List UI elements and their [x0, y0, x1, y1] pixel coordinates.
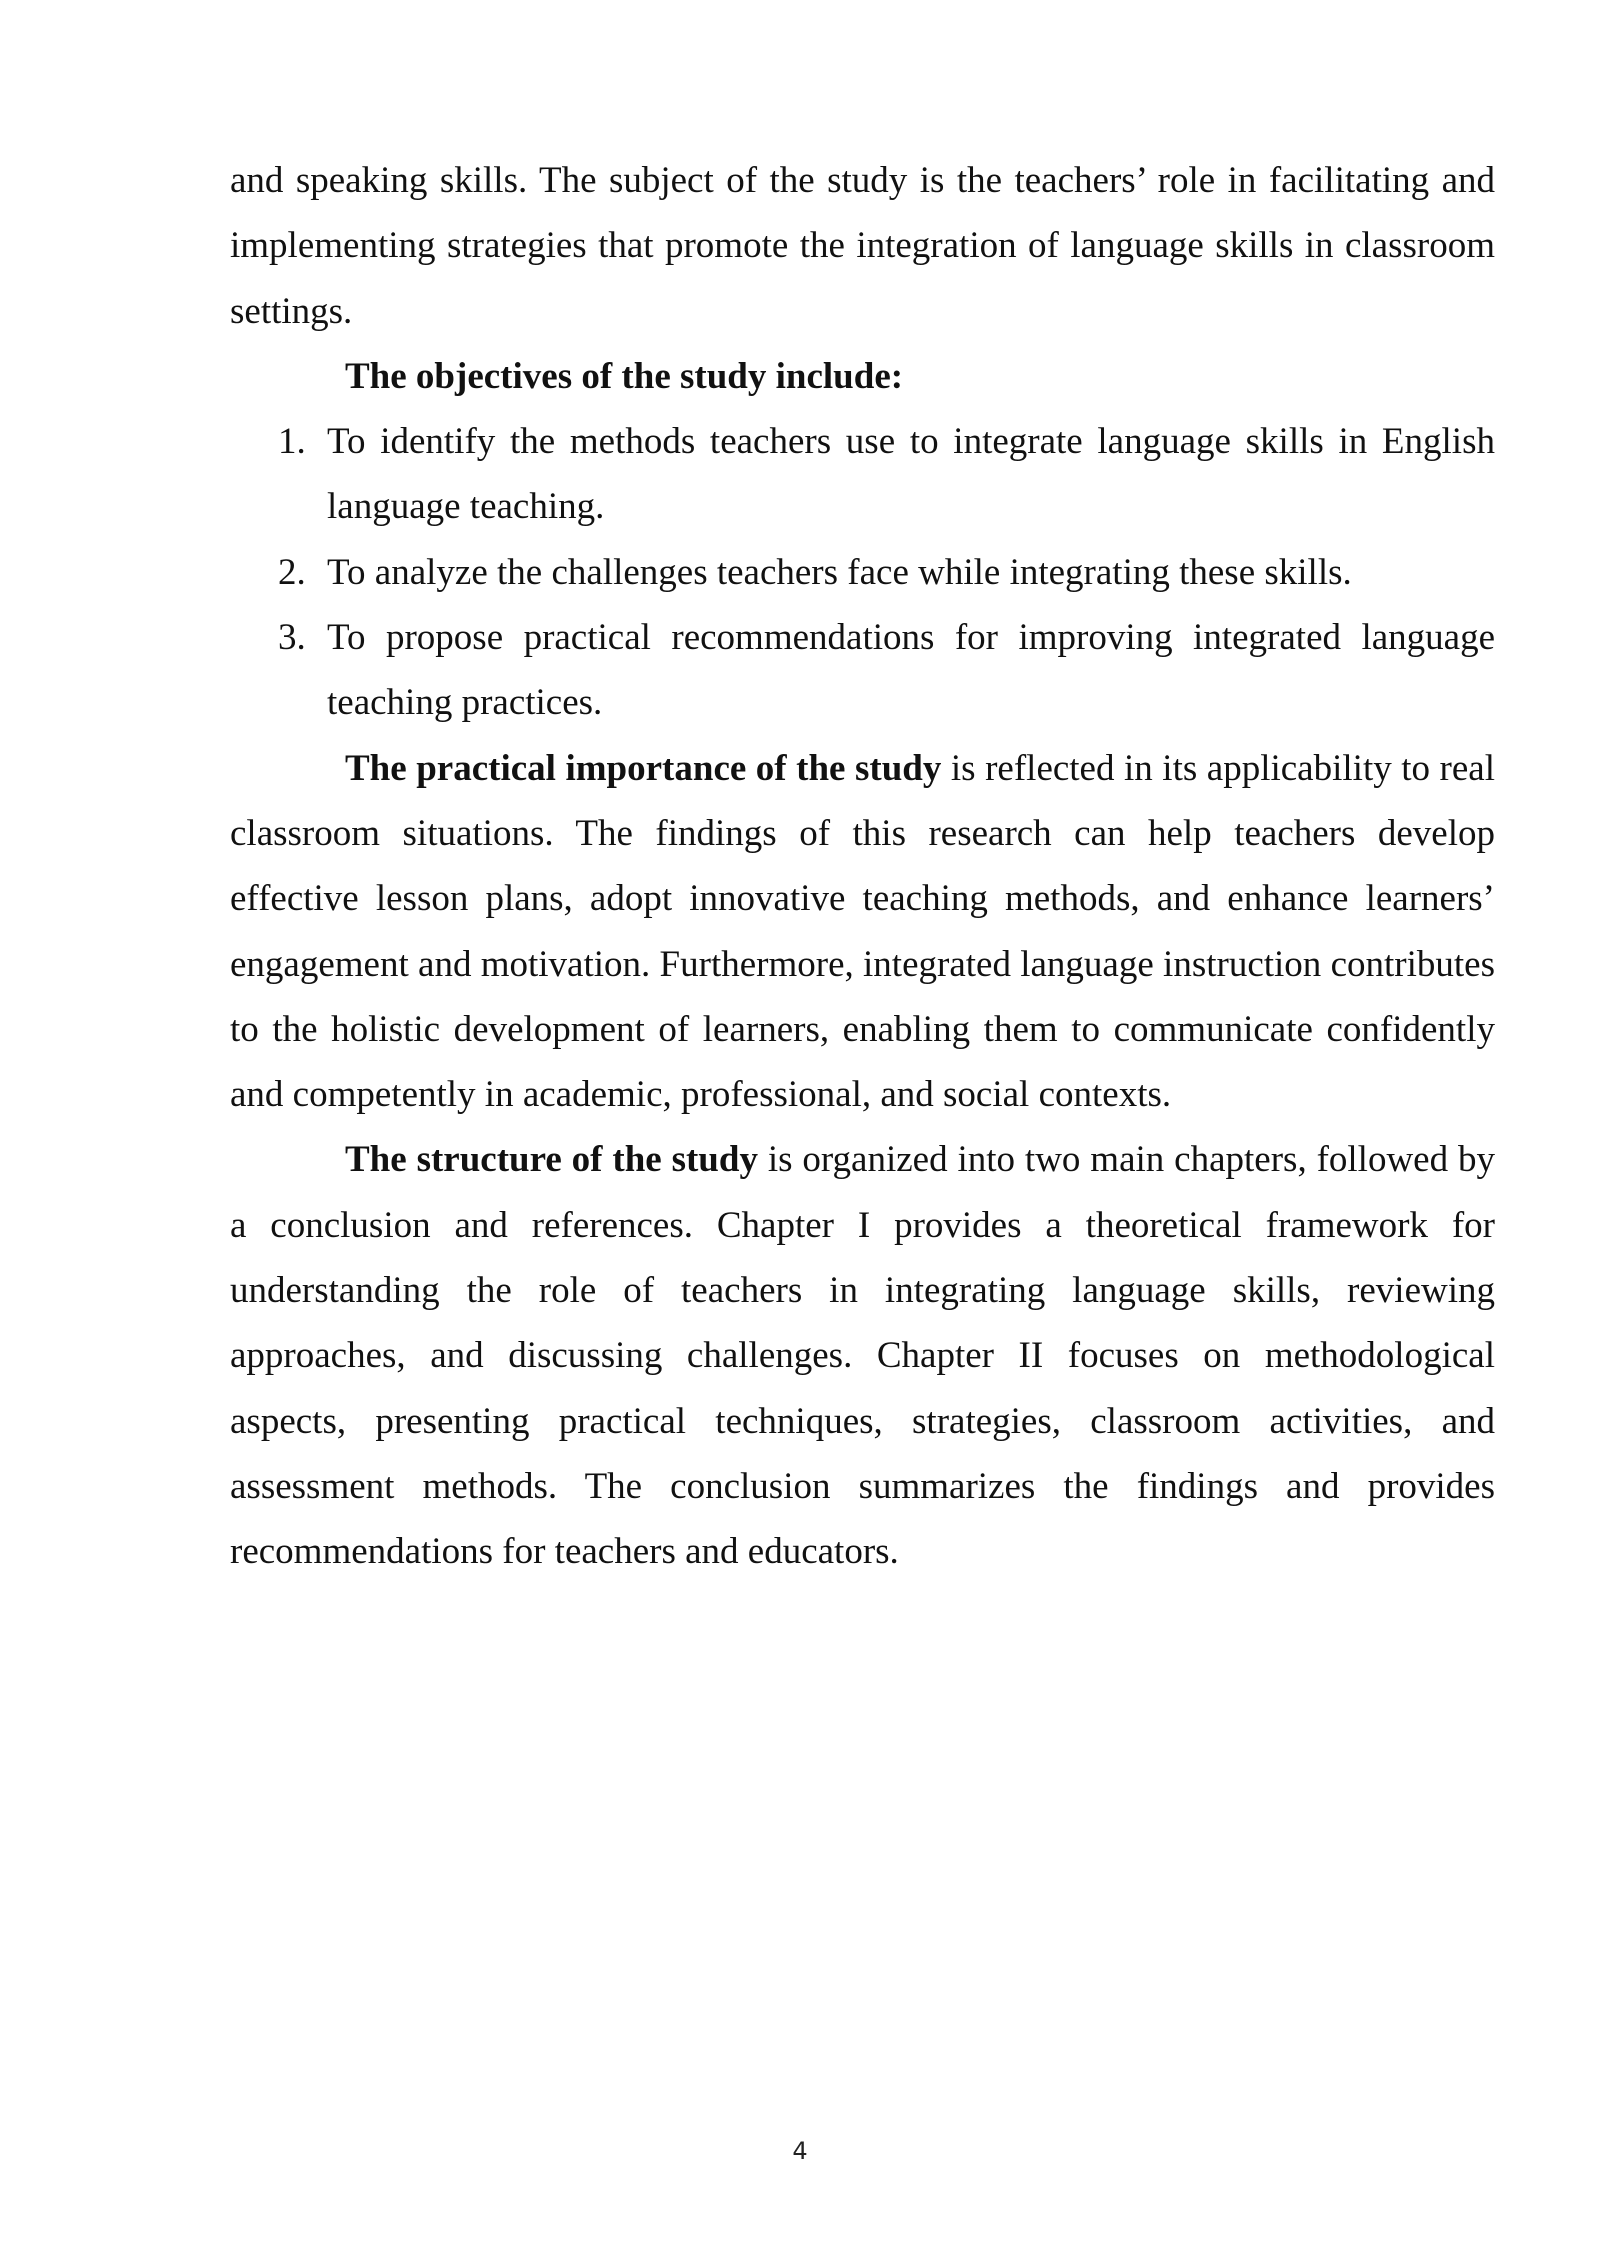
list-item: [230, 605, 1495, 736]
list-item: [230, 540, 1495, 605]
list-item-number: 2.: [278, 551, 306, 593]
practical-importance-text: is reflected in its applicability to real classroom situations. The findings of this research can help teachers develop effective lesson plans, adopt innovative teaching methods, and enhance learners’ engagement and motivation. Furthermore, integrated language instruction contributes to the holistic development of learners, enabling them to communicate confidently and competently in academic, professional, and social contexts.: [230, 747, 1495, 1116]
objectives-heading: The objectives of the study include:: [345, 355, 904, 397]
list-item-text: To analyze the challenges teachers face while integrating these skills.: [327, 551, 1352, 593]
list-item-text: To identify the methods teachers use to integrate language skills in English language teaching.: [327, 421, 1495, 528]
structure-text: is organized into two main chapters, followed by a conclusion and references. Chapter I provides a theoretical framework for understanding the role of teachers in integrating language skills, reviewing approaches, and discussing challenges. Chapter II focuses on methodological aspects, presenting practical techniques, strategies, classroom activities, and assessment methods. The conclusion summarizes the findings and provides recommendations for teachers and educators.: [230, 1139, 1495, 1573]
practical-importance-heading: The practical importance of the study: [345, 747, 942, 789]
structure-paragraph: [230, 1127, 1495, 1584]
intro-paragraph: and speaking skills. The subject of the study is the teachers’ role in facilitating and implementing strategies that promote the integration of language skills in classroom settings.: [230, 160, 1495, 332]
page-number: 4: [792, 2137, 808, 2165]
practical-importance-paragraph: [230, 736, 1495, 1128]
structure-heading: The structure of the study: [345, 1139, 758, 1181]
list-item-number: 3.: [278, 617, 306, 659]
page-body: [230, 148, 1495, 1585]
objectives-list: [230, 409, 1495, 735]
list-item-text: To propose practical recommendations for improving integrated language teaching practices.: [327, 617, 1495, 724]
list-item: [230, 409, 1495, 540]
list-item-number: 1.: [278, 421, 306, 463]
